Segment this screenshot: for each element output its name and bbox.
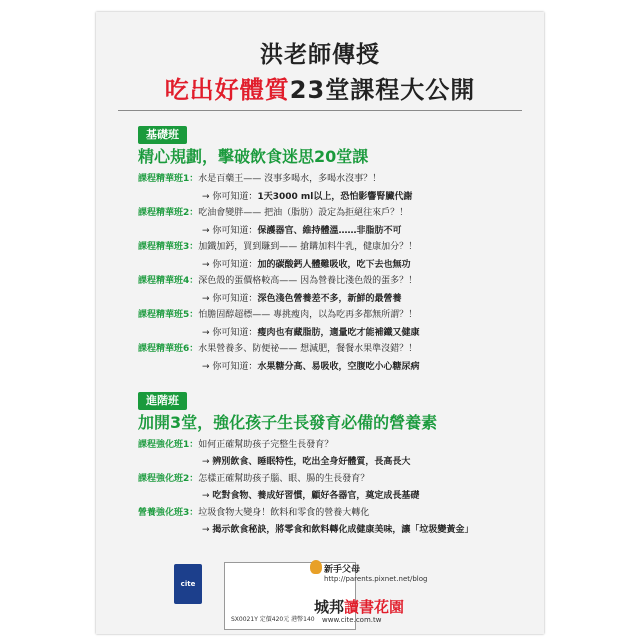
title-divider	[118, 110, 522, 111]
course-question: 加鐵加鈣，買到賺到—— 搶購加料牛乳，健康加分？！	[198, 242, 418, 252]
course-label: 課程精華班6：	[138, 344, 199, 354]
course-answer: 瘦肉也有藏脂肪，適量吃才能補鐵又健康	[257, 328, 420, 338]
cover-footer	[96, 560, 544, 634]
basic-tag: 基礎班	[138, 126, 187, 144]
know-label: 你可知道：	[212, 328, 258, 338]
title-highlight: 吃出好體質	[164, 76, 290, 104]
course-answer: 加的碳酸鈣人體難吸收，吃下去也無功	[257, 260, 411, 270]
course-question: 吃油會變胖—— 把油（脂肪）設定為拒絕往來戶？！	[198, 208, 409, 218]
basic-course-6	[138, 342, 417, 356]
advanced-course-2	[138, 472, 369, 486]
arrow-icon: →	[202, 294, 210, 304]
course-question: 水是百藥王—— 沒事多喝水，多喝水沒事？！	[198, 174, 382, 184]
course-label: 課程精華班5：	[138, 310, 199, 320]
basic-answer-1	[202, 190, 412, 204]
imprint-url: http://parents.pixnet.net/blog	[324, 575, 428, 583]
arrow-icon: →	[202, 328, 210, 338]
advanced-course-3	[138, 506, 369, 520]
know-label: 你可知道：	[212, 362, 258, 372]
basic-course-5	[138, 308, 417, 322]
course-answer: 深色淺色營養差不多，新鮮的最營養	[257, 294, 402, 304]
advanced-answer-3	[202, 523, 473, 537]
course-answer: 保護器官、維持體溫……非脂肪不可	[257, 226, 402, 236]
arrow-icon: →	[202, 260, 210, 270]
publisher-name-a: 城邦	[314, 598, 345, 616]
basic-answer-2	[202, 224, 401, 238]
title-rest: 23堂課程大公開	[289, 76, 476, 104]
book-back-cover	[96, 12, 544, 634]
publisher-name	[314, 596, 404, 617]
basic-course-1	[138, 172, 381, 186]
course-question: 怕膽固醇超標—— 專挑瘦肉，以為吃再多都無所謂？！	[198, 310, 418, 320]
arrow-icon: →	[202, 226, 210, 236]
basic-answer-6	[202, 360, 419, 374]
course-label: 課程強化班1：	[138, 440, 199, 450]
course-label: 課程精華班1：	[138, 174, 199, 184]
course-question: 怎樣正確幫助孩子腦、眼、腸的生長發育？	[198, 474, 370, 484]
course-question: 垃圾食物大變身！飲料和零食的營養大轉化	[198, 508, 370, 518]
advanced-course-1	[138, 438, 333, 452]
arrow-icon: →	[202, 525, 210, 535]
arrow-icon: →	[202, 192, 210, 202]
course-label: 營養強化班3：	[138, 508, 199, 518]
course-question: 深色殼的蛋價格較高—— 因為營養比淺色殼的蛋多？！	[198, 276, 418, 286]
publisher-url: www.cite.com.tw	[322, 616, 382, 624]
imprint-name: 新手父母	[324, 565, 361, 575]
price-text: SX0021Y 定價420元 港幣140	[231, 616, 315, 623]
publisher-name-b: 讀書花園	[344, 598, 405, 616]
know-label: 你可知道：	[212, 294, 258, 304]
basic-heading: 精心規劃，擊破飲食迷思20堂課	[138, 147, 369, 166]
cite-logo: cite	[174, 564, 202, 604]
course-answer: 吃對食物、養成好習慣，顧好各器官，奠定成長基礎	[212, 491, 420, 501]
advanced-heading: 加開3堂，強化孩子生長發育必備的營養素	[138, 413, 438, 432]
arrow-icon: →	[202, 362, 210, 372]
course-label: 課程強化班2：	[138, 474, 199, 484]
know-label: 你可知道：	[212, 260, 258, 270]
course-question: 水果營養多、防便祕—— 想減肥，餐餐水果準沒錯？！	[198, 344, 418, 354]
basic-course-3	[138, 240, 417, 254]
advanced-answer-1	[202, 455, 410, 469]
title-line-2	[96, 70, 544, 105]
basic-answer-4	[202, 292, 401, 306]
course-answer: 辨別飲食、睡眠特性，吃出全身好體質，長高長大	[212, 457, 411, 467]
advanced-answer-2	[202, 489, 419, 503]
course-label: 課程精華班3：	[138, 242, 199, 252]
basic-answer-3	[202, 258, 410, 272]
title-line-1: 洪老師傳授	[260, 42, 380, 68]
course-question: 如何正確幫助孩子完整生長發育？	[198, 440, 334, 450]
arrow-icon: →	[202, 457, 210, 467]
course-answer: 揭示飲食秘訣，將零食和飲料轉化成健康美味，讓「垃圾變黃金」	[212, 525, 474, 535]
know-label: 你可知道：	[212, 226, 258, 236]
know-label: 你可知道：	[212, 192, 258, 202]
course-answer: 水果糖分高、易吸收，空腹吃小心糖尿病	[257, 362, 420, 372]
basic-course-4	[138, 274, 417, 288]
course-answer: 1天3000 ml以上，恐怕影響腎臟代謝	[257, 192, 413, 202]
parent-logo-icon	[310, 560, 322, 574]
course-label: 課程精華班2：	[138, 208, 199, 218]
arrow-icon: →	[202, 491, 210, 501]
basic-course-2	[138, 206, 408, 220]
basic-answer-5	[202, 326, 419, 340]
course-label: 課程精華班4：	[138, 276, 199, 286]
advanced-tag: 進階班	[138, 392, 187, 410]
